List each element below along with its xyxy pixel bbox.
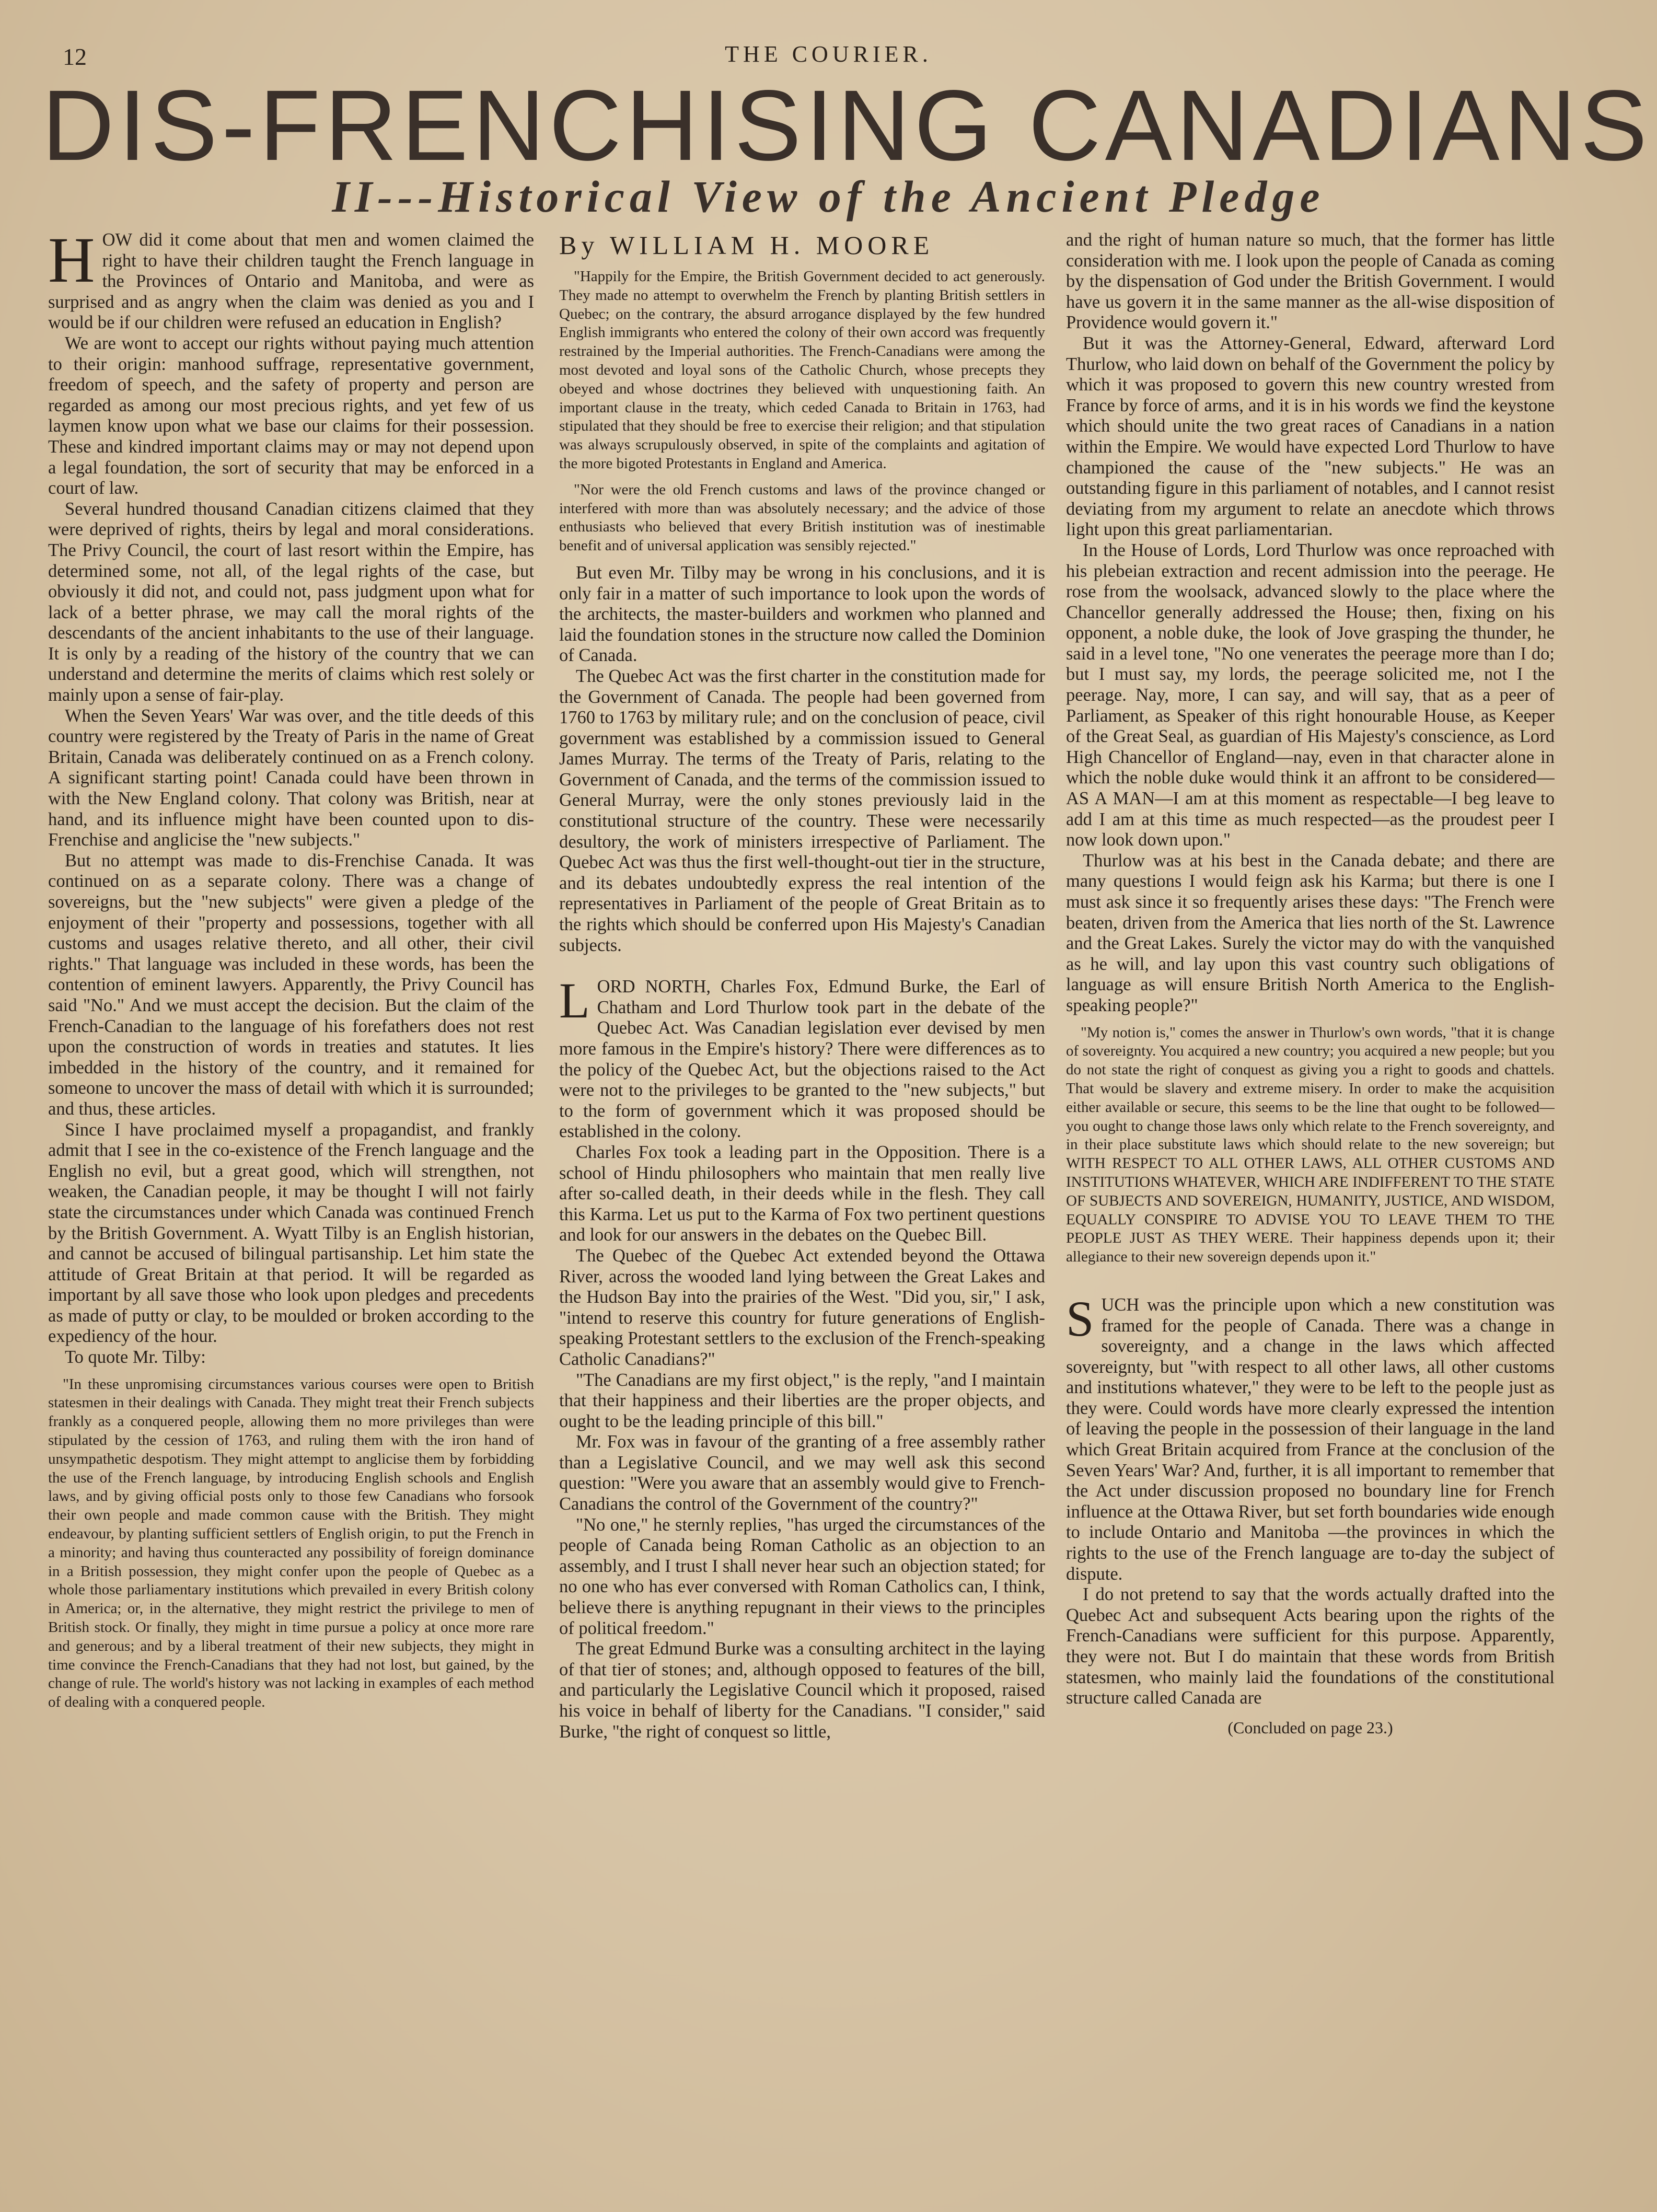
headline: DIS-FRENCHISING CANADIANS [42,69,1652,181]
paragraph: I do not pretend to say that the words actually drafted into the Quebec Act and subsequent Acts bearing upon the rights of the French-Canadians were sufficient for this purpose. Apparently, they were not. But I do maintain that these words from British statesmen, who mainly laid the foundations of the constitutional structure called Canada are [1066,1584,1555,1708]
paragraph: The Quebec of the Quebec Act extended beyond the Ottawa River, across the wooded land lying between the Great Lakes and the Hudson Bay into the prairies of the West. "Did you, sir," I ask, "intend to reserve this country for future generations of English-speaking Protestant settlers to the exclusion of the French-speaking Catholic Canadians?" [559,1245,1045,1369]
quote-paragraph: "Happily for the Empire, the British Government decided to act generously. They made no attempt to overwhelm the French by planting British settlers in Quebec; on the contrary, the absurd arrogance displayed by the few hundred English immigrants who entered the colony of their own accord was frequently restrained by the Imperial authorities. The French-Canadians were among the most devoted and loyal sons of the Catholic Church, whose precepts they obeyed and whose doctrines they believed with unquestioning faith. An important clause in the treaty, which ceded Canada to Britain in 1763, had stipulated that they should be free to exercise their religion; and that stipulation was always scrupulously observed, in spite of the complaints and agitation of the more bigoted Protestants in England and America. [559,268,1045,472]
paragraph: OW did it come about that men and women claimed the right to have their children taught the French language in the Provinces of Ontario and Manitoba, and were as surprised and as angry when the claim was denied as you and I would be if our children were refused an education in English? [48,230,534,333]
paragraph: In the House of Lords, Lord Thurlow was once reproached with his plebeian extraction and recent admission into the peerage. He rose from the woolsack, advanced slowly to the place where the Chancellor generally addressed the House; then, fixing on his opponent, a noble duke, the look of Jove grasping the thunder, he said in a level tone, "No one venerates the peerage more than I do; but I must say, my lords, the peerage solicited me, not I the peerage. Nay, more, I can say, and will say, that as a peer of Parliament, as Speaker of this right honourable House, as Keeper of the Great Seal, as guardian of His Majesty's conscience, as Lord High Chancellor of England—nay, even in that character alone in which the noble duke would think it an affront to be considered—AS A MAN—I am at this moment as respectable—I beg leave to add I am at this time as much respected—as the proudest peer I now look down upon." [1066,540,1555,850]
paragraph: and the right of human nature so much, that the former has little consideration with me. I look upon the people of Canada as coming by the dispensation of God under the British Government. I would have us govern it in the same manner as the all-wise disposition of Providence would govern it." [1066,230,1555,333]
paragraph: Charles Fox took a leading part in the Opposition. There is a school of Hindu philosophers who maintain that men really live after so-called death, in their deeds while in the flesh. They call this Karma. Let us put to the Karma of Fox two pertinent questions and look for our answers in the debates on the Quebec Bill. [559,1142,1045,1245]
paragraph: Since I have proclaimed myself a propagandist, and frankly admit that I see in the co-existence of the French language and the English no evil, but a great good, which will strengthen, not weaken, the Canadian people, it may be thought I will not fairly state the circumstances under which Canada was continued French by the British Government. A. Wyatt Tilby is an English historian, and cannot be accused of bilingual partisanship. Let him state the attitude of Great Britain at that period. It will be regarded as important by all save those who look upon pledges and precedents as made of putty or clay, to be moulded or broken according to the expediency of the hour. [48,1119,534,1347]
running-head: THE COURIER. [725,41,932,67]
block-quote [1066,1024,1555,1267]
paragraph: The great Edmund Burke was a consulting architect in the laying of that tier of stones; and, although opposed to features of the bill, and particularly the Legislative Council which it proposed, raised his voice in behalf of liberty for the Canadians. "I consider," said Burke, "the right of conquest so little, [559,1639,1045,1742]
column-2 [559,230,1045,2195]
paragraph: But it was the Attorney-General, Edward, afterward Lord Thurlow, who laid down on behalf of the Government the policy by which it was proposed to govern this new country wrested from France by force of arms, and it is in his words we find the keystone which should unite the two great races of Canadians in a nation within the Empire. We would have expected Lord Thurlow to have championed the cause of the "new subjects." He was an outstanding figure in this parliament of notables, and I cannot resist deviating from my argument to relate an anecdote which throws light upon this great parliamentarian. [1066,333,1555,540]
paragraph: UCH was the principle upon which a new constitution was framed for the people of Canada. There was a change in sovereignty, and a change in the laws which affected sovereignty, but "with respect to all other laws, all other customs and institutions whatever," they were to be left to the people just as they were. Could words have more clearly expressed the intention of leaving the people in the possession of their language in the land which Great Britain acquired from France at the conclusion of the Seven Years' War? And, further, it is all important to remember that the Act under discussion proposed no boundary line for French influence at the Ottawa River, but set forth boundaries wide enough to include Ontario and Manitoba —the provinces in which the rights to the use of the French language are to-day the subject of dispute. [1066,1294,1555,1584]
paragraph: "No one," he sternly replies, "has urged the circumstances of the people of Canada being Roman Catholic as an objection to an assembly, and I trust I shall never hear such an objection stated; for no one who has ever conversed with Roman Catholics can, I think, believe there is anything repugnant in their views to the principles of political freedom." [559,1514,1045,1638]
block-quote [48,1375,534,1712]
drop-cap: S [1066,1290,1094,1347]
paragraph: When the Seven Years' War was over, and the title deeds of this country were registered by the Treaty of Paris in the name of Great Britain, Canada was deliberately continued on as a French colony. A significant starting point! Canada could have been thrown in with the New England colony. That colony was British, near at hand, and its influence might have been counted upon to dis-Frenchise and anglicise the "new subjects." [48,705,534,850]
byline: By WILLIAM H. MOORE [559,230,934,260]
paragraph: But no attempt was made to dis-Frenchise Canada. It was continued on as a separate colony. There was a change of sovereigns, but the "new subjects" were given a pledge of the enjoyment of their "property and possessions, together with all customs and usages relative thereto, and all other, their civil rights." That language was included in these words, has been the contention of eminent lawyers. Apparently, the Privy Council has said "No." And we must accept the decision. But the claim of the French-Canadian to the language of his forefathers does not rest upon the construction of words in treaties and statutes. It lies imbedded in the history of the country, and it remained for someone to uncover the mass of detail with which it is surrounded; and thus, these articles. [48,850,534,1119]
subheadline: II---Historical View of the Ancient Pledge [332,171,1325,222]
paragraph: Mr. Fox was in favour of the granting of a free assembly rather than a Legislative Council, and we may well ask this second question: "Were you aware that an assembly would give to French-Canadians the control of the Government of the country?" [559,1432,1045,1514]
page-number: 12 [63,43,87,70]
paragraph: But even Mr. Tilby may be wrong in his conclusions, and it is only fair in a matter of such importance to look upon the words of the architects, the master-builders and workmen who planned and laid the foundation stones in the structure now called the Dominion of Canada. [559,562,1045,666]
paragraph: To quote Mr. Tilby: [65,1347,206,1368]
paragraph: ORD NORTH, Charles Fox, Edmund Burke, the Earl of Chatham and Lord Thurlow took part in the debate of the Quebec Act. Was Canadian legislation ever devised by men more famous in the Empire's history? There were differences as to the policy of the Quebec Act, but the objections raised to the Act were not to the privileges to be granted to the "new subjects," but to the form of government which it was proposed should be established in the colony. [559,977,1045,1142]
column-3 [1066,230,1555,2195]
drop-cap: H [48,230,95,296]
paragraph: The Quebec Act was the first charter in the constitution made for the Government of Canada. The people had been governed from 1760 to 1763 by military rule; and on the conclusion of peace, civil government was established by a commission issued to General James Murray. The terms of the Treaty of Paris, relating to the Government of Canada, and the terms of the commission issued to General Murray, were the only stones previously laid in the constitutional structure of the country. These were necessarily desultory, the work of ministers irrespective of Parliament. The Quebec Act was thus the first well-thought-out tier in the structure, and its debates undoubtedly express the real intention of the representatives in Parliament of the people of Great Britain as to the rights which should be conferred upon His Majesty's Canadian subjects. [559,666,1045,955]
paragraph: Several hundred thousand Canadian citizens claimed that they were deprived of rights, theirs by legal and moral considerations. The Privy Council, the court of last resort within the Empire, has determined some, not all, of the legal rights of the case, but obviously it did not, and could not, pass judgment upon what for lack of a better phrase, we may call the moral rights of the descendants of the ancient inhabitants to the use of their language. It is only by a reading of the history of the country that we can understand and determine the merits of claims which rest solely or mainly upon a sense of fair-play. [48,499,534,705]
drop-cap: L [559,972,590,1029]
block-quote [559,268,1045,555]
paragraph: Thurlow was at his best in the Canada debate; and there are many questions I would feign ask his Karma; but there is one I must ask since it so frequently arises these days: "The French were beaten, driven from the America that lies north of the St. Lawrence and the Great Lakes. Surely the victor may do with the vanquished as he will, and lay upon this vast country such obligations of language as will ensure British North America to the English-speaking people?" [1066,850,1555,1015]
quote-paragraph: "Nor were the old French customs and laws of the province changed or interfered with more than was absolutely necessary; and the advice of those enthusiasts who believed that every British institution was of inestimable benefit and of universal application was sensibly rejected." [559,481,1045,554]
paragraph: We are wont to accept our rights without paying much attention to their origin: manhood suffrage, representative government, freedom of speech, and the safety of property and person are regarded as among our most precious rights, and yet few of us laymen know upon what we base our claims for their possession. These and kindred important claims may or may not depend upon a legal foundation, the sort of security that may be enforced in a court of law. [48,333,534,499]
continuation-note: (Concluded on page 23.) [1227,1718,1393,1737]
quote-paragraph: "My notion is," comes the answer in Thurlow's own words, "that it is change of sovereignty. You acquired a new country; you acquired a new people; but you do not state the right of conquest as giving you a right to goods and chattels. That would be slavery and extreme misery. In order to make the acquisition either available or secure, this seems to be the line that ought to be followed—you ought to change those laws only which relate to the French sovereignty, and in their place substitute laws which should relate to the new sovereign; but WITH RESPECT TO ALL OTHER LAWS, ALL OTHER CUSTOMS AND INSTITUTIONS WHATEVER, WHICH ARE INDIFFERENT TO THE STATE OF SUBJECTS AND SOVEREIGN, HUMANITY, JUSTICE, AND WISDOM, EQUALLY CONSPIRE TO ADVISE YOU TO LEAVE THEM TO THE PEOPLE JUST AS THEY WERE. Their happiness depends upon it; their allegiance to their new sovereign depends upon it." [1066,1024,1555,1266]
column-1 [48,230,534,2184]
quote-paragraph: "In these unpromising circumstances various courses were open to British statesmen in their dealings with Canada. They might treat their French subjects frankly as a conquered people, allowing them no more privileges than were stipulated by the cession of 1763, and ruling them with the iron hand of unsympathetic despotism. They might attempt to anglicise them by forbidding the use of the French language, by introducing English schools and English laws, and by giving official posts only to those few Canadians who forsook their own people and made common cause with the British. They might endeavour, by planting sufficient settlers of English origin, to put the French in a minority; and having thus counteracted any possibility of foreign dominance in a British possession, they might confer upon the people of Quebec as a whole those parliamentary institutions which prevailed in every British colony in America; or, in the alternative, they might restrict the privilege to men of British stock. Or finally, they might in time pursue a policy at once more rare and generous; and by a liberal treatment of their new subjects, they might in time convince the French-Canadians that they had not lost, but gained, by the change of rule. The world's history was not lacking in examples of each method of dealing with a conquered people. [48,1375,534,1711]
paragraph: "The Canadians are my first object," is the reply, "and I maintain that their happiness and their liberties are the proper objects, and ought to be the leading principle of this bill." [559,1370,1045,1431]
